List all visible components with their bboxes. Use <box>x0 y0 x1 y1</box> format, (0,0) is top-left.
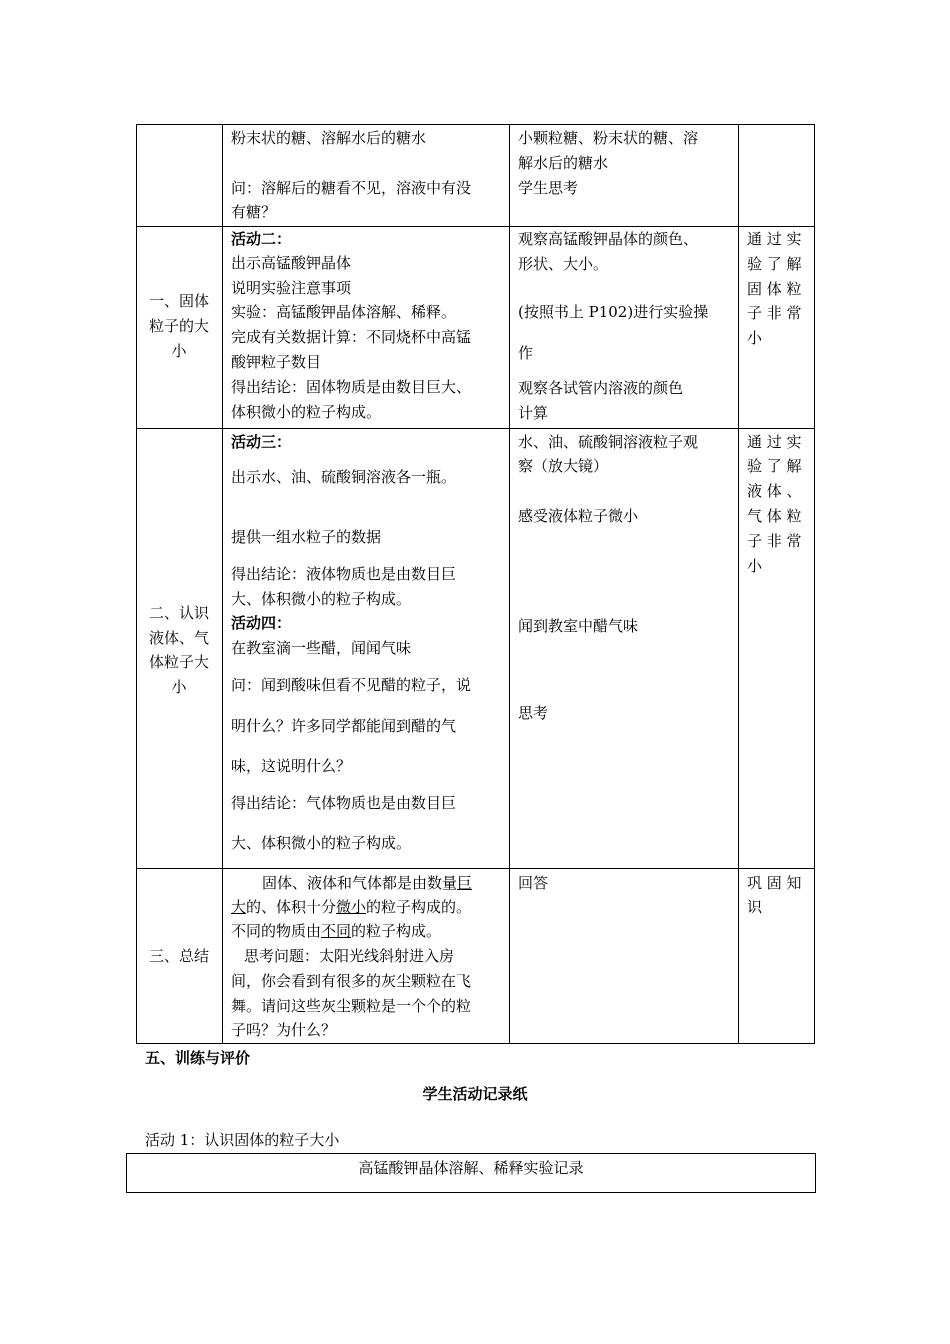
teacher-text: 实验：高锰酸钾晶体溶解、稀释。 <box>231 303 457 321</box>
section-label: 粒子的大 <box>148 317 209 335</box>
section-heading: 五、训练与评价 <box>145 1049 251 1067</box>
teacher-text: 明什么？许多同学都能闻到醋的气 <box>231 717 457 735</box>
activity-title: 活动四： <box>231 614 292 632</box>
teacher-text: 大、体积微小的粒子构成。 <box>231 834 412 852</box>
teacher-text: 得出结论：气体物质也是由数目巨 <box>231 794 457 812</box>
student-text: 思考 <box>518 704 549 722</box>
student-text: 学生思考 <box>518 179 579 197</box>
teacher-text: 粉末状的糖、溶解水后的糖水 <box>231 129 427 147</box>
student-text: 闻到教室中醋气味 <box>518 617 639 635</box>
activity-label: 活动 1：认识固体的粒子大小 <box>145 1131 340 1149</box>
student-text: 作 <box>518 344 534 362</box>
section-label: 小 <box>171 342 187 360</box>
record-table-header: 高锰酸钾晶体溶解、稀释实验记录 <box>358 1159 584 1177</box>
teacher-text: 大、体积微小的粒子构成。 <box>231 590 412 608</box>
student-text: 观察各试管内溶液的颜色 <box>518 379 684 397</box>
intent-text: 液 体 、 <box>747 482 802 500</box>
teacher-text: 问：溶解后的糖看不见，溶液中有没 <box>231 179 472 197</box>
section-label: 小 <box>171 678 187 696</box>
student-text: 回答 <box>518 874 549 892</box>
teacher-text: 有糖？ <box>231 203 277 221</box>
teacher-text: 问：闻到酸味但看不见醋的粒子，说 <box>231 676 472 694</box>
student-text: 水、油、硫酸铜溶液粒子观 <box>518 433 699 451</box>
student-text: 观察高锰酸钾晶体的颜色、 <box>518 230 699 248</box>
student-text: 感受液体粒子微小 <box>518 507 639 525</box>
intent-text: 验 了 解 <box>747 255 802 273</box>
teacher-text: 舞。请问这些灰尘颗粒是一个个的粒 <box>231 997 472 1015</box>
teacher-text: 酸钾粒子数目 <box>231 353 322 371</box>
activity-title: 活动三： <box>231 433 292 451</box>
teacher-text: 得出结论：液体物质也是由数目巨 <box>231 565 457 583</box>
intent-text: 小 <box>747 329 763 347</box>
intent-text: 巩 固 知 <box>747 874 802 892</box>
record-table <box>126 1153 816 1193</box>
intent-text: 识 <box>747 898 763 916</box>
intent-text: 气 体 粒 <box>747 507 802 525</box>
teacher-text: 间，你会看到有很多的灰尘颗粒在飞 <box>231 972 472 990</box>
intent-text: 小 <box>747 557 763 575</box>
section-label: 液体、气 <box>148 629 209 647</box>
teacher-text: 得出结论：固体物质是由数目巨大、 <box>231 378 472 396</box>
teacher-text: 提供一组水粒子的数据 <box>231 528 382 546</box>
teacher-text: 完成有关数据计算：不同烧杯中高锰 <box>231 328 472 346</box>
intent-text: 验 了 解 <box>747 457 802 475</box>
record-title: 学生活动记录纸 <box>422 1085 528 1103</box>
student-text: 察（放大镜） <box>518 457 609 475</box>
student-text: 计算 <box>518 404 549 422</box>
teacher-text: 固体、液体和气体都是由数量巨 <box>262 874 473 892</box>
intent-text: 通 过 实 <box>747 230 802 248</box>
intent-text: 子 非 常 <box>747 304 802 322</box>
teacher-text: 大的、体积十分微小的粒子构成的。 <box>231 898 472 916</box>
student-text: (按照书上 P102)进行实验操 <box>518 303 709 321</box>
intent-text: 固 体 粒 <box>747 280 802 298</box>
student-text: 小颗粒糖、粉末状的糖、溶 <box>518 129 699 147</box>
teacher-text: 子吗？为什么？ <box>231 1021 337 1039</box>
teacher-text: 说明实验注意事项 <box>231 279 352 297</box>
teacher-text: 思考问题：太阳光线斜射进入房 <box>244 947 455 965</box>
student-text: 形状、大小。 <box>518 255 609 273</box>
student-text: 解水后的糖水 <box>518 154 609 172</box>
teacher-text: 在教室滴一些醋，闻闻气味 <box>231 639 412 657</box>
intent-text: 子 非 常 <box>747 532 802 550</box>
section-label: 体粒子大 <box>148 653 209 671</box>
section-label: 二、认识 <box>148 604 209 622</box>
intent-text: 通 过 实 <box>747 433 802 451</box>
teacher-text: 出示水、油、硫酸铜溶液各一瓶。 <box>231 468 457 486</box>
section-label: 一、固体 <box>148 292 209 310</box>
teacher-text: 出示高锰酸钾晶体 <box>231 254 352 272</box>
teacher-text: 味，这说明什么？ <box>231 757 352 775</box>
section-label: 三、总结 <box>148 947 209 965</box>
teacher-text: 不同的物质由不同的粒子构成。 <box>231 922 442 940</box>
teacher-text: 体积微小的粒子构成。 <box>231 403 382 421</box>
activity-title: 活动二： <box>231 230 292 248</box>
